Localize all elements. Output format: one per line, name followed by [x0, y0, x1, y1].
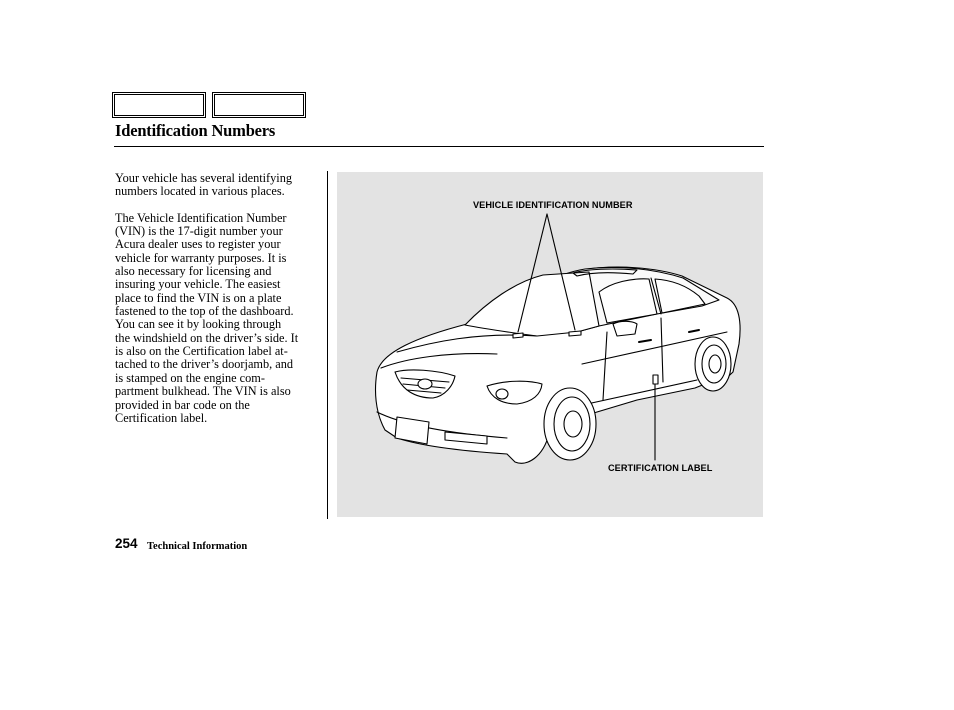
emblem: [418, 379, 432, 389]
body-text-column: [115, 172, 321, 438]
certification-callout-label: CERTIFICATION LABEL: [608, 463, 713, 473]
column-divider: [327, 171, 328, 519]
windshield-glass: [465, 272, 599, 336]
certification-tag: [653, 375, 658, 384]
nav-tab-box-2[interactable]: [212, 92, 306, 118]
title-divider: [114, 146, 764, 147]
nav-tab-box-1[interactable]: [112, 92, 206, 118]
vehicle-illustration-figure: [337, 172, 763, 517]
page-number: 254: [115, 536, 138, 551]
license-plate: [395, 417, 429, 444]
dash-plate: [569, 331, 581, 336]
side-mirror: [613, 321, 637, 336]
page-title: Identification Numbers: [115, 121, 276, 140]
intro-paragraph: Your vehicle has several identifying numbers located in various places.: [115, 171, 293, 199]
vin-paragraph: The Vehicle Identification Number (VIN) is the 17-digit number your Acura dealer uses to register your vehicle for warranty purposes. It is also necessary for licensing and insuring your vehicle. The easiest place to find the VIN is on a plate fastened to the top of the dashboard. You can see it by looking through the windshield on the driver’s side. It is also on the Certification label at- tached to the driver’s doorjamb, and is stamped on the engine com- partment bulkhead. The VIN is also provided in bar code on the Certification label.: [115, 210, 299, 425]
section-name: Technical Information: [147, 541, 248, 552]
vin-callout-label: VEHICLE IDENTIFICATION NUMBER: [473, 200, 633, 210]
vin-plate: [513, 333, 523, 338]
